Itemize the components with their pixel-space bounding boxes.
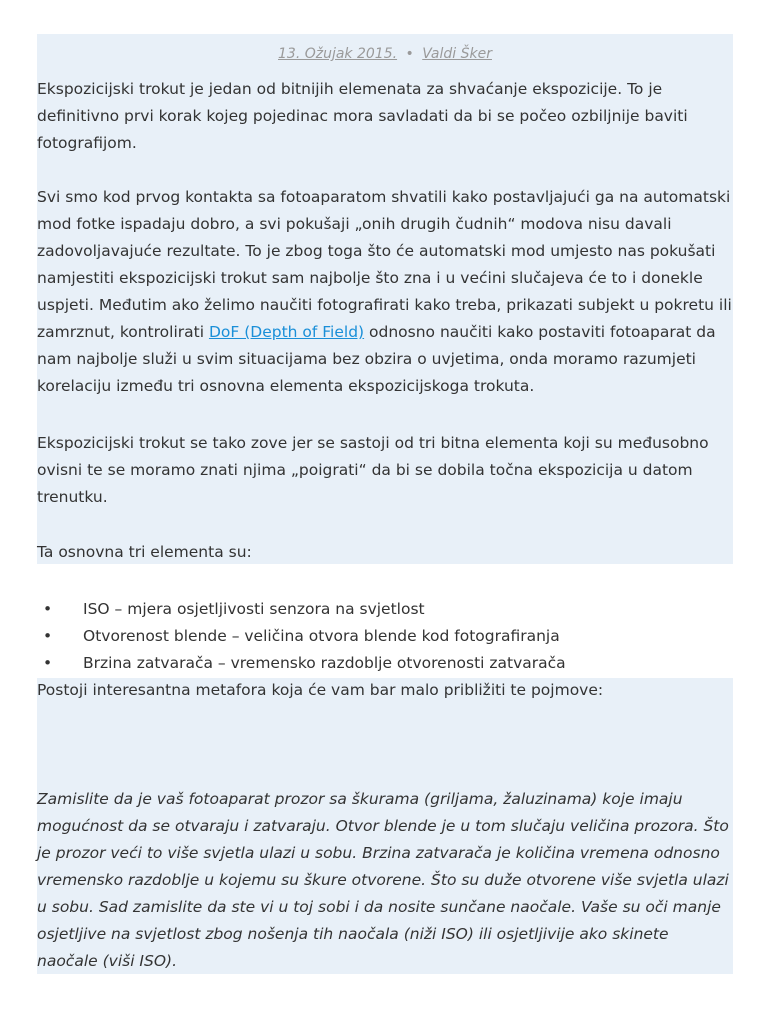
- paragraph-elements-intro: Ta osnovna tri elementa su:: [37, 543, 252, 561]
- paragraph-auto-mode-text-2: odnosno naučiti kako postaviti fotoaparat da nam najbolje služi u svim situacijama bez obzira o uvjetima, onda moramo razumjeti korelaciju između tri osnovna elementa ekspozicijskoga trokuta.: [37, 323, 716, 395]
- post-author-link[interactable]: Valdi Šker: [422, 46, 492, 62]
- meta-separator: •: [405, 46, 414, 62]
- list-item-text: Otvorenost blende – veličina otvora blende kod fotografiranja: [83, 627, 560, 645]
- bullet-icon: •: [43, 600, 53, 618]
- dof-link[interactable]: DoF (Depth of Field): [208, 323, 365, 341]
- elements-list: [37, 596, 733, 677]
- bullet-icon: •: [43, 627, 53, 645]
- paragraph-triangle-definition: Ekspozicijski trokut se tako zove jer se sastoji od tri bitna elementa koji su međusobno ovisni te se moramo znati njima „poigrati“ da bi se dobila točna ekspozicija u datom trenutku.: [37, 434, 709, 506]
- list-item: [37, 596, 733, 623]
- paragraph-metaphor: Zamislite da je vaš fotoaparat prozor sa škurama (griljama, žaluzinama) koje imaju mogućnost da se otvaraju i zatvaraju. Otvor blende je u tom slučaju veličina prozora. Što je prozor veći to više svjetla ulazi u sobu. Brzina zatvarača je količina vremena odnosno vremensko razdoblje u kojemu su škure otvorene. Što su duže otvorene više svjetla ulazi u sobu. Sad zamislite da ste vi u toj sobi i da nosite sunčane naočale. Vaše su oči manje osjetljive na svjetlost zbog nošenja tih naočala (niži ISO) ili osjetljivije ako skinete naočale (viši ISO).: [37, 790, 729, 970]
- list-item-text: Brzina zatvarača – vremensko razdoblje otvorenosti zatvarača: [83, 654, 566, 672]
- paragraph-auto-mode-text-1: Svi smo kod prvog kontakta sa fotoaparatom shvatili kako postavljajući ga na automatski mod fotke ispadaju dobro, a svi pokušaji „onih drugih čudnih“ modova nisu davali zadovoljavajuće rezultate. To je zbog toga što će automatski mod umjesto nas pokušati namjestiti ekspozicijski trokut sam najbolje što zna i u većini slučajeva će to i donekle uspjeti. Međutim ako želimo naučiti fotografirati kako treba, prikazati subjekt u pokretu ili zamrznut, kontrolirati: [37, 188, 732, 341]
- list-item: [37, 623, 733, 650]
- post-date-link[interactable]: 13. Ožujak 2015.: [278, 46, 398, 62]
- list-item: [37, 650, 733, 677]
- list-item-text: ISO – mjera osjetljivosti senzora na svjetlost: [83, 600, 425, 618]
- paragraph-intro: Ekspozicijski trokut je jedan od bitnijih elemenata za shvaćanje ekspozicije. To je definitivno prvi korak kojeg pojedinac mora savladati da bi se počeo ozbiljnije baviti fotografijom.: [37, 80, 688, 152]
- post-meta: [37, 40, 733, 68]
- bullet-icon: •: [43, 654, 53, 672]
- paragraph-auto-mode: [37, 184, 733, 400]
- paragraph-metaphor-intro: Postoji interesantna metafora koja će vam bar malo približiti te pojmove:: [37, 681, 604, 699]
